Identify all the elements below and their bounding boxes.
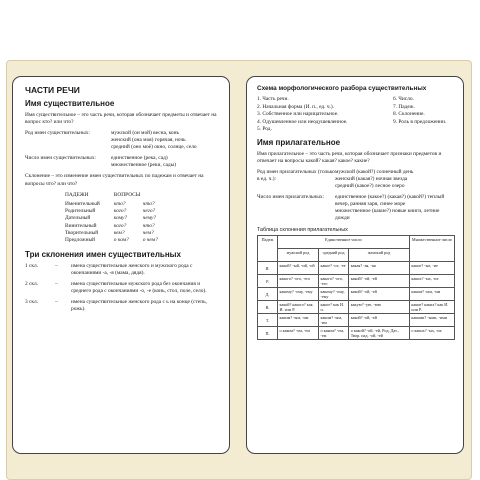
table-row: И. какой? -ый, -ий, -ой какое? -ое, -ее какая? -ая, -яя какие? -ые, -ие (258, 262, 455, 275)
noun-heading: Имя существительное (25, 99, 115, 108)
list-item: 9. Роль в предложении. (393, 118, 447, 125)
table-row: П. о каком? -ом, -ем о каком? -ом, -ем о какой? -ой, -ей, Род, Дат., Твор. пад. -ой, -ей о каких? -ых, -их (258, 327, 455, 340)
right-reference-page (246, 76, 464, 454)
declension-row: 2 скл. – имена существительные мужского рода без окончания и среднего рода с окончаниями -о, -е (конь, стол, поле, село). (25, 281, 207, 295)
scheme-heading: Схема морфологического разбора существительных (257, 85, 427, 92)
cases-table: ПАДЕЖИ ВОПРОСЫ Именительный кто? что? Родительный кого? чего? Дательный кому? чему? Винительный кого? что? Творительный кем? чем? Предложный о ком? о чем? (65, 192, 172, 244)
adjective-declension-table: Падеж Единственное число Множественное число мужской род средний род женский род И. какой? -ый, -ий, -ой какое? -ое, -ее какая? -ая, -яя какие? -ые, -ие Р. какого? -ого, -его какого? -ого, -его какой? -ой, -ей каких? -ых, -их Д. какому? -ому, -ему какому? -ому, -ему какой? -ой, -ей каким? -ым, -им В. какой? какого? как И. или Р. какое? как И. п. какую? -ую, -юю какие? каких? как И. или Р. Т. каким? -ым, -им каким? -ым, -им какой? -ой, -ей какими? -ыми, -ими П. о каком? -ом, -ем о каком? -ом, -ем о какой? -ой, -ей, Род, Дат., Твор. пад. -ой, -ей о каких? -ых, -их (257, 235, 455, 340)
adjective-heading: Имя прилагательное (257, 137, 341, 147)
case-row: Творительный кем? чем? (65, 229, 154, 236)
declension-definition: Склонение – это изменение имен существительных по падежам и отвечает на вопросы что? или что? (25, 173, 204, 187)
adjective-definition: Имя прилагательное – это часть речи, которая обозначает признаки предметов и отвечает на вопросы какой? какая? какое? какие? (257, 150, 442, 165)
list-item: 5. Род. (257, 126, 272, 133)
three-declensions-heading: Три склонения имен существительных (25, 250, 181, 260)
case-row: Винительный кого? что? (65, 222, 155, 229)
table-row: Д. какому? -ому, -ему какому? -ому, -ему какой? -ой, -ей каким? -ым, -им (258, 288, 455, 301)
list-item: 1. Часть речи. (257, 96, 289, 102)
adjective-gender-block: Род имен прилагательных (только в ед. ч.): мужской (какой?) солнечный день женский (какая?) ночная звезда средний (какое?) лесное озеро (257, 169, 414, 190)
list-item: 8. Склонение. (393, 111, 425, 118)
case-row: Родительный кого? чего? (65, 208, 156, 215)
table-row: Т. каким? -ым, -им каким? -ым, -им какой? -ой, -ей какими? -ыми, -ими (258, 314, 455, 327)
list-item: 6. Число. (393, 96, 414, 102)
case-row: Предложный о ком? о чем? (65, 237, 158, 244)
noun-number-block: Число имен существительных: единственное (река, сад) множественное (реки, сады) (25, 155, 177, 169)
case-row: Дательный кому? чему? (65, 215, 157, 222)
noun-gender-block: Род имен существительных: мужской (он мой) весна, конь женский (она моя) горячая, ночь средний (оно моё) окно, солнце, село (25, 130, 197, 151)
list-item: 2. Начальная форма (И. п., ед. ч.). (257, 103, 335, 110)
declension-row: 3 скл. – имена существительные женского рода с ь на конце (степь, рожь). (25, 299, 207, 313)
section-title: ЧАСТИ РЕЧИ (25, 85, 80, 95)
declension-row: 1 скл. – имена существительные женского и мужского рода с окончаниями -а, -я (мама, дядя). (25, 263, 193, 277)
list-item (393, 126, 455, 134)
case-row: Именительный кто? что? (65, 201, 155, 208)
adjective-number-block: Число имен прилагательных: единственное (какое?) (какая?) (какой?) теплый вечер, ранняя заря, синее море множественное (какие?) новые книги, летние дожди (257, 194, 445, 222)
table-caption: Таблица склонения прилагательных (257, 227, 348, 234)
table-row: В. какой? какого? как И. или Р. какое? как И. п. какую? -ую, -юю какие? каких? как И. или Р. (258, 301, 455, 314)
list-item: 7. Падеж. (393, 103, 415, 110)
list-item: 4. Одушевленное или неодушевленное. (257, 118, 348, 125)
table-row: Р. какого? -ого, -его какого? -ого, -его какой? -ой, -ей каких? -ых, -их (258, 275, 455, 288)
noun-definition: Имя существительное – это часть речи, которая обозначает предметы и отвечает на вопрос кто? или что? (25, 112, 217, 126)
scheme-list (257, 96, 455, 134)
left-reference-page (12, 76, 230, 454)
list-item: 3. Собственное или нарицательное. (257, 111, 339, 118)
